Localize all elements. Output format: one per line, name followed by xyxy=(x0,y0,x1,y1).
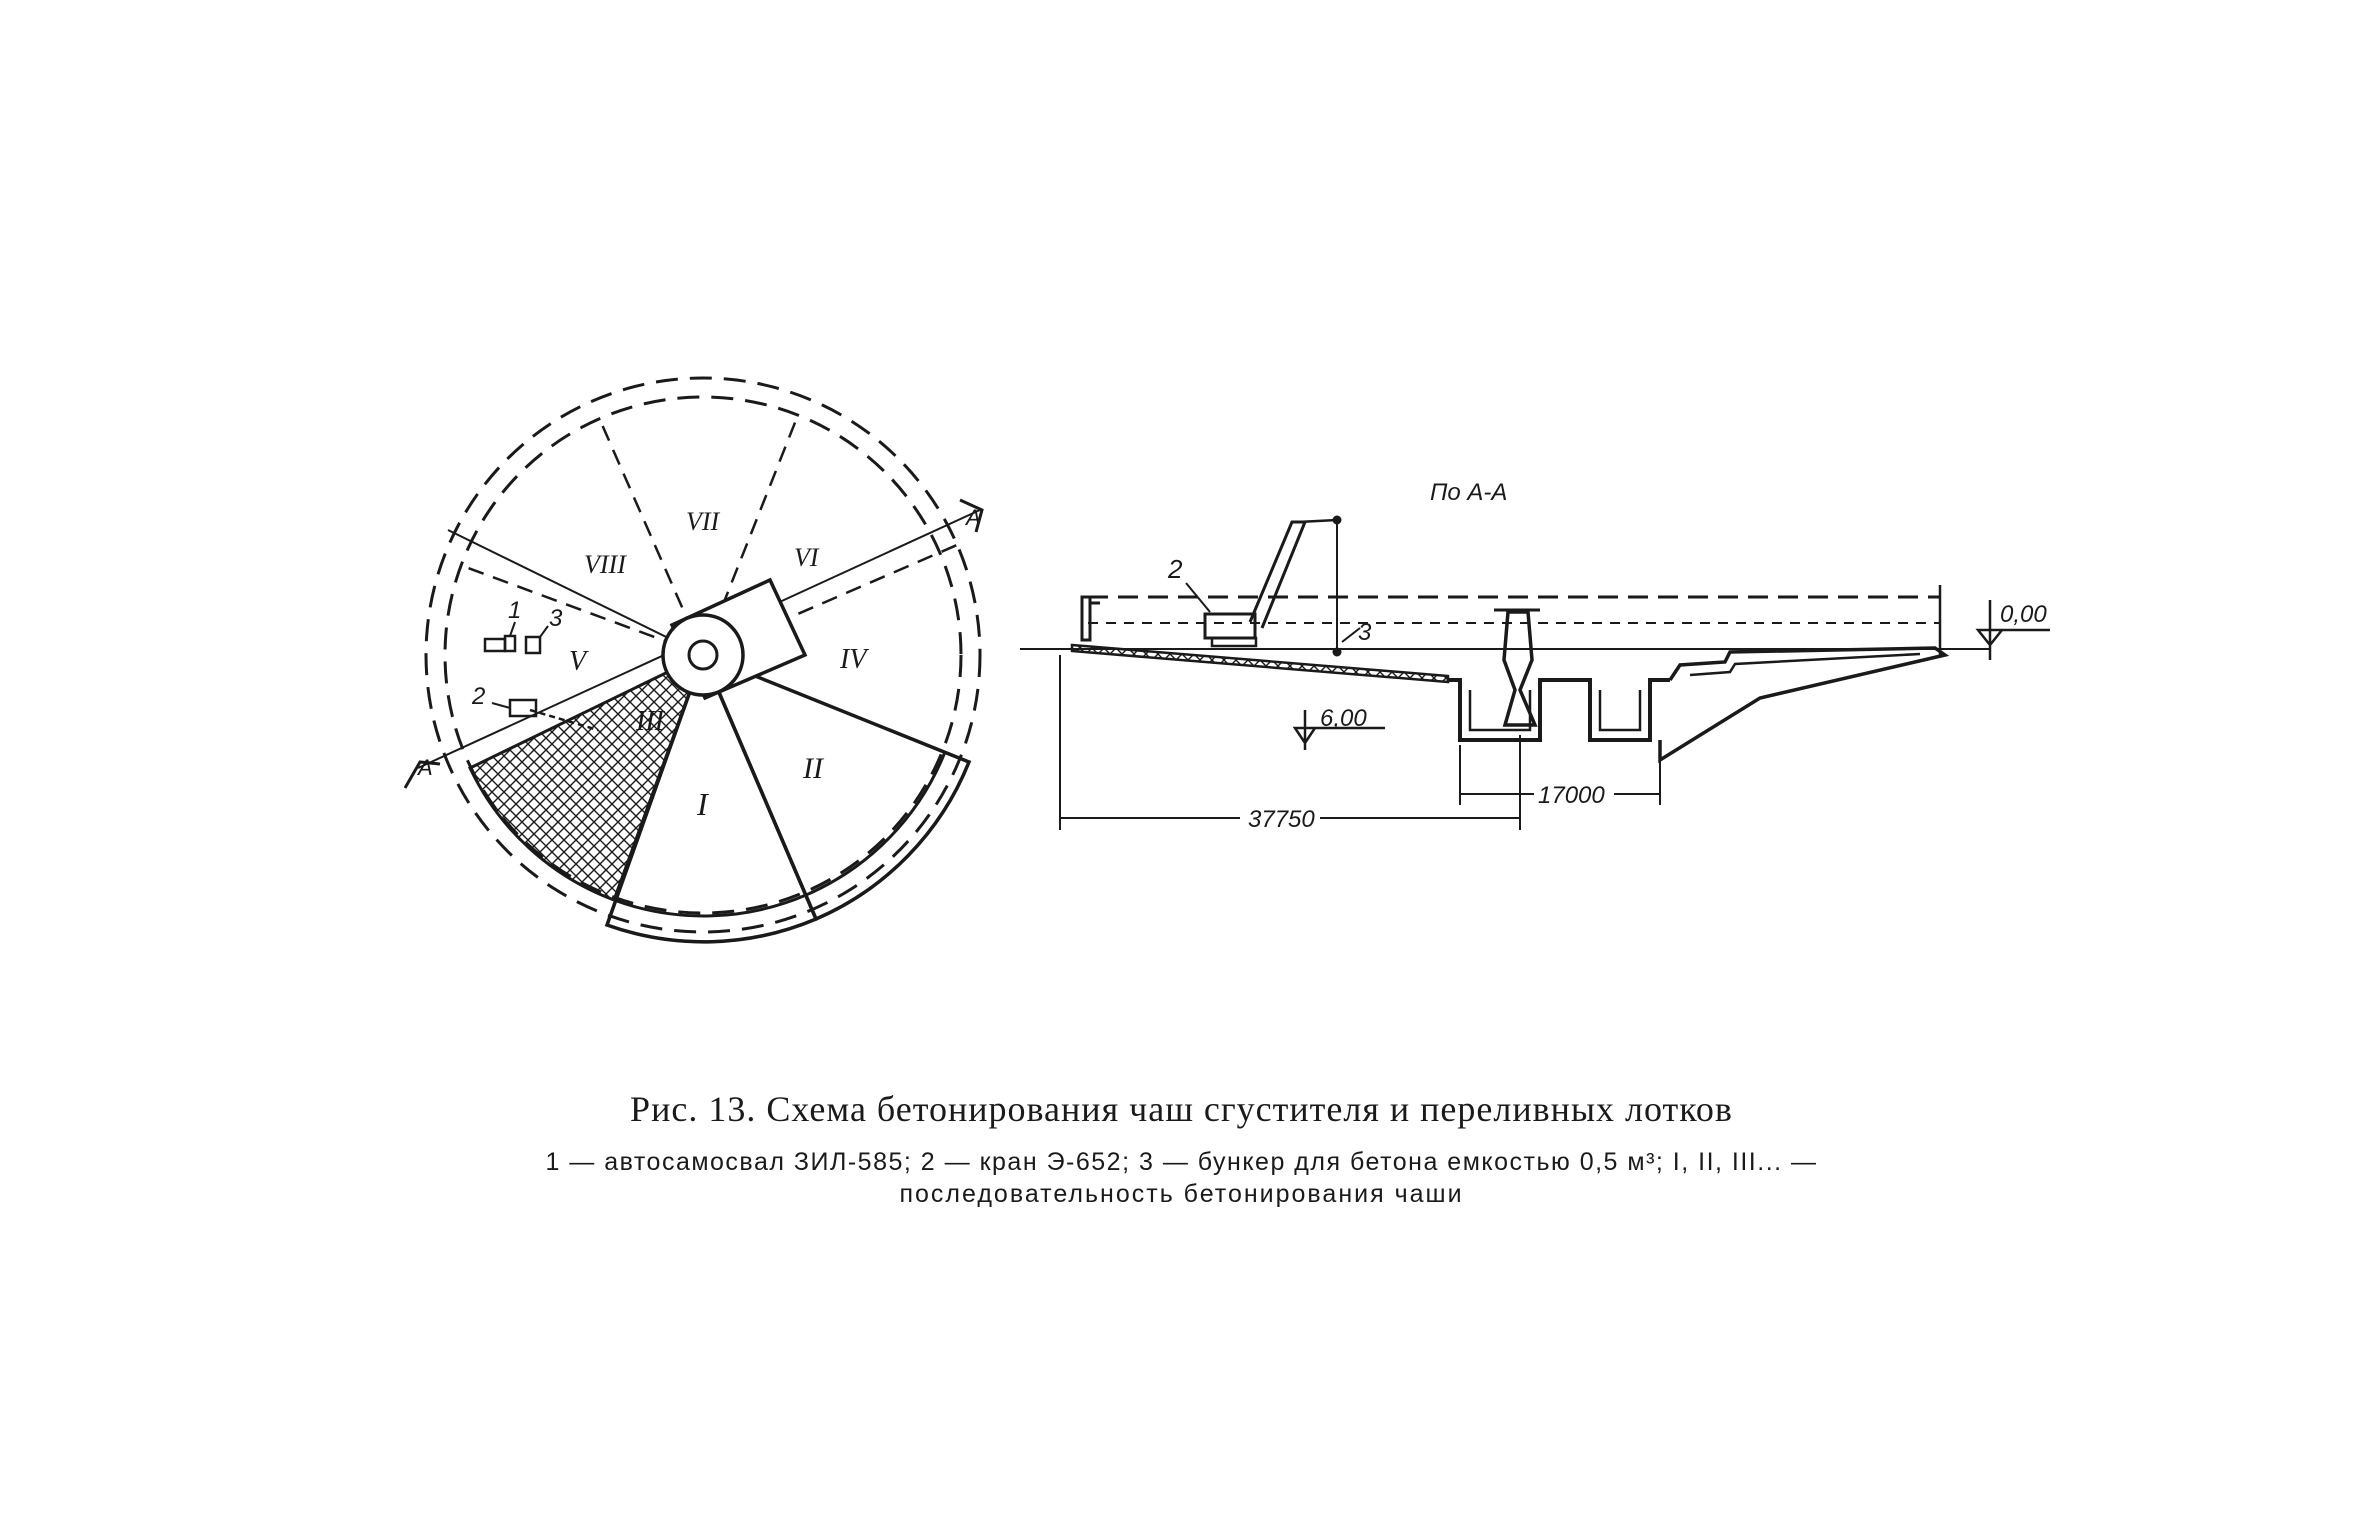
level-bottom-value: 6,00 xyxy=(1320,705,1367,732)
level-top-value: 0,00 xyxy=(2000,601,2047,628)
dump-truck-icon xyxy=(505,636,515,651)
equipment-label-2: 2 xyxy=(472,683,486,710)
sector-label-VII: VII xyxy=(686,507,720,536)
sector-label-I: I xyxy=(697,786,708,822)
figure-legend-line-1: 1 — автосамосвал ЗИЛ-585; 2 — кран Э-652; 3 — бункер для бетона емкостью 0,5 м³; I, II, III... — xyxy=(545,1148,1818,1176)
crane-tracks-section xyxy=(1212,638,1256,646)
crane-boom-cable xyxy=(1298,520,1337,522)
bowl-slab xyxy=(1072,645,1448,682)
equipment-label-1: 1 xyxy=(508,597,522,624)
leader-line xyxy=(492,703,510,708)
sector-label-II: II xyxy=(803,752,823,785)
dim-trough-value: 17000 xyxy=(1538,782,1605,809)
sector-rim-band xyxy=(614,895,806,916)
equipment-label-3: 3 xyxy=(549,605,563,632)
leader-line xyxy=(540,626,548,637)
overflow-trough-inner xyxy=(1690,654,1920,675)
sector-label-VIII: VIII xyxy=(584,550,626,579)
dim-radius-value: 37750 xyxy=(1248,806,1315,833)
sector-label-V: V xyxy=(569,646,587,677)
sector-label-VI: VI xyxy=(794,543,819,572)
figure-legend-line-2: последовательность бетонирования чаши xyxy=(899,1180,1464,1208)
bunker-icon xyxy=(526,637,540,653)
bunker-label-section: 3 xyxy=(1358,619,1372,646)
leader-line xyxy=(510,622,515,636)
sector-label-IV: IV xyxy=(840,644,867,675)
plan-view xyxy=(405,378,982,942)
bowl-wall-left xyxy=(1082,597,1100,640)
central-pit-inner xyxy=(1470,690,1640,730)
bunker-section xyxy=(1333,648,1341,656)
crane-label-section: 2 xyxy=(1168,554,1183,584)
section-line-a-a-secondary xyxy=(448,530,703,655)
overflow-trough xyxy=(1660,648,1945,760)
crane-body-section xyxy=(1205,614,1255,638)
crane-boom-section xyxy=(1250,522,1305,628)
dump-truck-icon xyxy=(485,639,505,651)
crane-icon xyxy=(510,700,536,716)
section-marker-left: A xyxy=(418,755,433,780)
figure-caption-title: Рис. 13. Схема бетонирования чаш сгустителя и переливных лотков xyxy=(630,1089,1733,1129)
sector-in-progress-hatched xyxy=(470,655,703,900)
section-title: По А-А xyxy=(1430,479,1508,506)
section-labels xyxy=(1167,479,2047,833)
section-marker-right: A xyxy=(966,505,981,530)
sector-label-III: III xyxy=(636,706,664,737)
central-column-inner xyxy=(689,641,717,669)
